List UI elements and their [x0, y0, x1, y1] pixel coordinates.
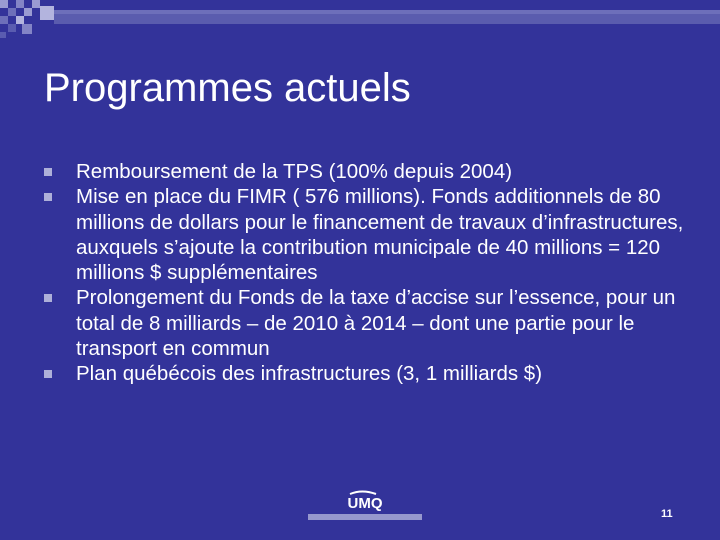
square-bullet-icon [44, 294, 52, 302]
bullet-item [42, 285, 692, 361]
bullet-text: Remboursement de la TPS (100% depuis 2004) [76, 160, 513, 183]
bullet-text: Plan québécois des infrastructures (3, 1 milliards $) [76, 362, 543, 386]
bullet-item [42, 159, 692, 184]
bullet-list [42, 159, 692, 387]
bullet-text: Prolongement du Fonds de la taxe d’accise sur l’essence, pour un total de 8 milliards – de 2010 à 2014 – dont une partie pour le transport en commun [76, 286, 676, 361]
square-bullet-icon [44, 193, 52, 201]
svg-text:UMQ: UMQ [347, 495, 383, 512]
square-bullet-icon [44, 370, 52, 378]
slide-title: Programmes actuels [44, 66, 411, 110]
square-bullet-icon [44, 168, 52, 176]
page-number: 11 [661, 508, 673, 520]
umq-logo [300, 490, 430, 524]
bullet-item [42, 184, 692, 285]
bullet-text: Mise en place du FIMR ( 576 millions). Fonds additionnels de 80 millions de dollars pour le financement de travaux d’infrastructures, auxquels s’ajoute la contribution municipale de 40 millions = 120 millions $ supplémentaires [76, 185, 684, 285]
corner-decoration [0, 0, 720, 40]
bullet-item [42, 361, 692, 386]
